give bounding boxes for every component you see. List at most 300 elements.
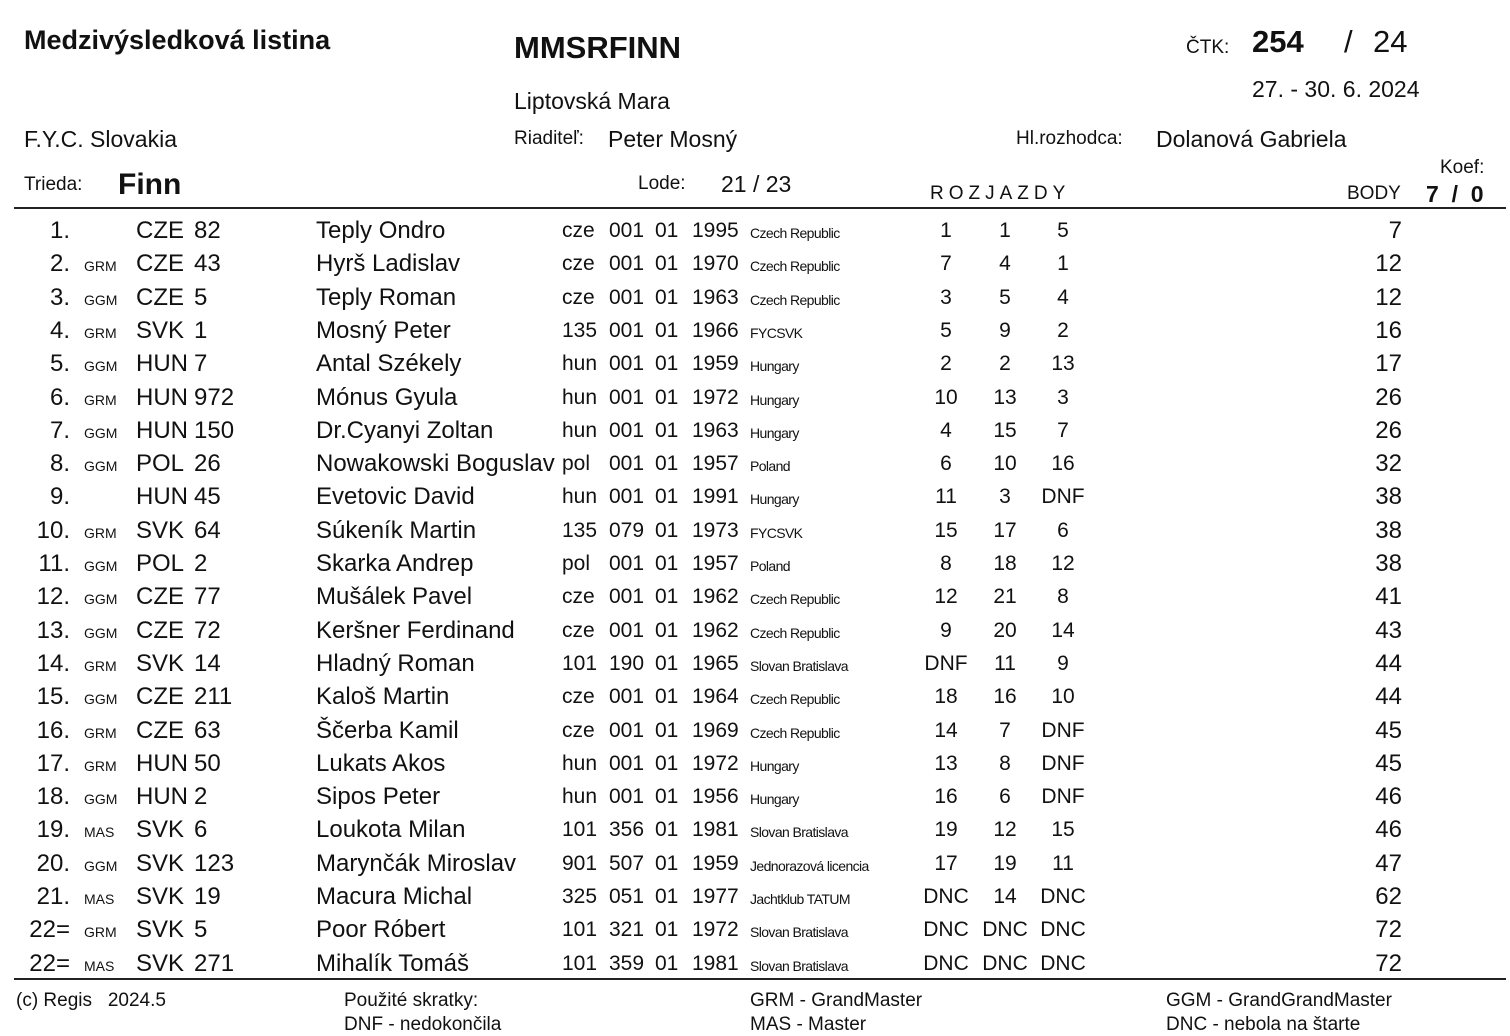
sailor-name: Mušálek Pavel <box>316 583 473 611</box>
club-name: FYCSVK <box>750 524 803 541</box>
nationality: SVK <box>136 516 185 544</box>
birth-year: 1956 <box>692 785 739 809</box>
license-number: 001 <box>609 685 645 709</box>
nationality: HUN <box>136 416 188 444</box>
sail-number: 82 <box>194 217 221 244</box>
sailor-name: Loukota Milan <box>316 816 466 844</box>
rank-cell: 15. <box>36 683 70 711</box>
sail-number: 2 <box>194 550 208 577</box>
table-row <box>0 650 1510 683</box>
birth-year: 1973 <box>692 518 739 542</box>
nationality: HUN <box>136 783 188 811</box>
birth-year: 1969 <box>692 718 739 742</box>
race-2-result: 15 <box>993 418 1017 442</box>
birth-year: 1970 <box>692 252 739 276</box>
ctk-slash: / <box>1344 24 1353 59</box>
birth-year: 1963 <box>692 418 739 442</box>
club-code: 135 <box>562 518 598 542</box>
license-suffix: 01 <box>655 452 679 476</box>
birth-year: 1972 <box>692 751 739 775</box>
total-points: 38 <box>1375 483 1402 511</box>
license-suffix: 01 <box>655 518 679 542</box>
sailor-name: Nowakowski Boguslav <box>316 450 555 478</box>
table-row <box>0 583 1510 616</box>
race-3-result: 9 <box>1057 651 1069 675</box>
birth-year: 1981 <box>692 818 739 842</box>
birth-year: 1962 <box>692 585 739 609</box>
rank-cell: 6. <box>49 383 70 411</box>
club-name: Czech Republic <box>750 691 840 708</box>
race-2-result: DNC <box>982 951 1028 975</box>
total-points: 7 <box>1388 217 1402 244</box>
sail-number: 64 <box>194 516 221 544</box>
race-3-result: 15 <box>1051 818 1075 842</box>
rank-cell: 17. <box>36 749 70 777</box>
club-code: 101 <box>562 651 598 675</box>
club-name: Czech Republic <box>750 258 840 275</box>
abbr-grm: GRM - GrandMaster <box>750 990 923 1011</box>
license-suffix: 01 <box>655 219 679 242</box>
sail-number: 72 <box>194 616 221 644</box>
race-2-result: 19 <box>993 851 1017 875</box>
rank-cell: 22= <box>29 916 70 944</box>
license-number: 001 <box>609 552 645 575</box>
club-code: hun <box>562 751 598 775</box>
rank-cell: 7. <box>49 416 70 444</box>
license-number: 001 <box>609 585 645 609</box>
race-3-result: 13 <box>1051 352 1075 376</box>
club-code: cze <box>562 585 595 609</box>
sail-number: 211 <box>194 683 233 711</box>
copyright: (c) Regis 2024.5 <box>16 990 166 1011</box>
race-1-result: 1 <box>940 219 952 242</box>
rank-cell: 20. <box>36 849 70 877</box>
race-3-result: DNF <box>1041 785 1085 809</box>
license-number: 321 <box>609 918 645 942</box>
director-name: Peter Mosný <box>608 126 738 152</box>
race-2-result: 6 <box>999 785 1011 809</box>
birth-year: 1972 <box>692 385 739 409</box>
license-number: 001 <box>609 485 645 509</box>
birth-year: 1995 <box>692 219 739 242</box>
race-2-result: 20 <box>993 618 1017 642</box>
table-row <box>0 217 1510 250</box>
age-category: GGM <box>84 458 118 475</box>
total-points: 26 <box>1375 416 1402 444</box>
club-name: Czech Republic <box>750 591 840 608</box>
table-row <box>0 384 1510 417</box>
race-1-result: 5 <box>940 318 952 342</box>
race-1-result: 2 <box>940 352 952 376</box>
race-1-result: 19 <box>934 818 958 842</box>
sailor-name: Mosný Peter <box>316 316 451 344</box>
age-category: GRM <box>84 657 117 674</box>
license-suffix: 01 <box>655 552 679 575</box>
total-points: 17 <box>1375 350 1402 378</box>
table-row <box>0 783 1510 816</box>
total-points: 12 <box>1375 283 1402 311</box>
license-number: 001 <box>609 352 645 376</box>
club-code: 101 <box>562 918 598 942</box>
race-1-result: DNC <box>923 918 969 942</box>
rank-cell: 4. <box>49 316 70 344</box>
race-2-result: 9 <box>999 318 1011 342</box>
club-code: pol <box>562 452 591 476</box>
age-category: GGM <box>84 358 118 375</box>
table-row <box>0 883 1510 916</box>
license-suffix: 01 <box>655 318 679 342</box>
table-row <box>0 317 1510 350</box>
race-3-result: DNF <box>1041 718 1085 742</box>
age-category: GGM <box>84 291 118 308</box>
table-row <box>0 517 1510 550</box>
race-2-result: DNC <box>982 918 1028 942</box>
sailor-name: Poor Róbert <box>316 916 446 944</box>
license-suffix: 01 <box>655 851 679 875</box>
ctk-label: ČTK: <box>1186 37 1230 58</box>
race-1-result: 18 <box>934 685 958 709</box>
license-suffix: 01 <box>655 685 679 709</box>
rank-cell: 2. <box>49 250 70 278</box>
birth-year: 1957 <box>692 552 739 575</box>
license-number: 001 <box>609 618 645 642</box>
age-category: GGM <box>84 691 118 708</box>
race-3-result: DNC <box>1040 918 1086 942</box>
club-name: Czech Republic <box>750 225 840 241</box>
referee-name: Dolanová Gabriela <box>1156 126 1347 152</box>
sail-number: 43 <box>194 250 221 278</box>
club-name: FYCSVK <box>750 324 803 341</box>
total-points: 44 <box>1375 683 1402 711</box>
sail-number: 2 <box>194 783 208 811</box>
sailor-name: Skarka Andrep <box>316 550 474 577</box>
birth-year: 1966 <box>692 318 739 342</box>
race-2-result: 3 <box>999 485 1011 509</box>
total-points: 62 <box>1375 883 1402 910</box>
club-name: Slovan Bratislava <box>750 957 848 974</box>
club-code: 135 <box>562 318 598 342</box>
license-number: 507 <box>609 851 645 875</box>
koef-value: 7 / 0 <box>1426 181 1484 207</box>
nationality: CZE <box>136 217 184 244</box>
license-number: 001 <box>609 318 645 342</box>
club-name: Jednorazová licencia <box>750 857 869 874</box>
race-2-result: 17 <box>993 518 1017 542</box>
rank-cell: 3. <box>49 283 70 311</box>
license-suffix: 01 <box>655 485 679 509</box>
race-1-result: 15 <box>934 518 958 542</box>
sail-number: 45 <box>194 483 221 511</box>
total-points: 38 <box>1375 550 1402 577</box>
sail-number: 6 <box>194 816 208 844</box>
rank-cell: 18. <box>36 783 70 811</box>
club-name: Jachtklub TATUM <box>750 891 850 907</box>
table-row <box>0 717 1510 750</box>
birth-year: 1959 <box>692 352 739 376</box>
race-3-result: 12 <box>1051 552 1075 575</box>
total-points: 38 <box>1375 516 1402 544</box>
table-row <box>0 617 1510 650</box>
sailor-name: Teply Ondro <box>316 217 446 244</box>
race-1-result: 8 <box>940 552 952 575</box>
race-1-result: 7 <box>940 252 952 276</box>
club-name: Poland <box>750 558 790 574</box>
age-category: GGM <box>84 791 118 808</box>
club-code: cze <box>562 618 595 642</box>
table-row <box>0 916 1510 949</box>
race-3-result: 6 <box>1057 518 1069 542</box>
total-points: 43 <box>1375 616 1402 644</box>
race-1-result: 12 <box>934 585 958 609</box>
race-1-result: 16 <box>934 785 958 809</box>
club-code: 101 <box>562 818 598 842</box>
total-points: 44 <box>1375 649 1402 677</box>
license-number: 001 <box>609 285 645 309</box>
abbr-dnf: DNF - nedokončila <box>344 1014 502 1035</box>
license-number: 001 <box>609 452 645 476</box>
director-label: Riaditeľ: <box>514 128 584 149</box>
club-code: hun <box>562 485 598 509</box>
abbr-label: Použité skratky: <box>344 990 479 1011</box>
nationality: HUN <box>136 383 188 411</box>
license-suffix: 01 <box>655 718 679 742</box>
club-code: hun <box>562 418 598 442</box>
race-3-result: DNF <box>1041 485 1085 509</box>
boats-label: Lode: <box>638 173 686 194</box>
age-category: GGM <box>84 591 118 608</box>
sailor-name: Hladný Roman <box>316 649 475 677</box>
age-category: GRM <box>84 924 117 941</box>
club-name: Hungary <box>750 491 799 508</box>
footer-rule <box>14 978 1506 980</box>
club-code: hun <box>562 385 598 409</box>
club-name: Hungary <box>750 757 799 774</box>
sailor-name: Sipos Peter <box>316 783 441 811</box>
nationality: HUN <box>136 350 188 378</box>
club-name: Slovan Bratislava <box>750 824 848 841</box>
club-code: hun <box>562 785 598 809</box>
race-3-result: DNC <box>1040 885 1086 908</box>
race-2-result: 18 <box>993 552 1017 575</box>
race-3-result: 3 <box>1057 385 1069 409</box>
race-2-result: 5 <box>999 285 1011 309</box>
race-3-result: 7 <box>1057 418 1069 442</box>
age-category: GGM <box>84 624 118 641</box>
birth-year: 1972 <box>692 918 739 942</box>
header-rule <box>14 207 1506 209</box>
rank-cell: 16. <box>36 716 70 744</box>
club-name: Slovan Bratislava <box>750 924 848 941</box>
race-3-result: 5 <box>1057 219 1069 242</box>
ctk-value: 254 <box>1252 24 1304 59</box>
ctk-total: 24 <box>1373 24 1408 59</box>
nationality: CZE <box>136 683 184 711</box>
total-points: 32 <box>1375 450 1402 478</box>
nationality: CZE <box>136 583 184 611</box>
total-points: 26 <box>1375 383 1402 411</box>
rank-cell: 10. <box>36 516 70 544</box>
license-number: 001 <box>609 718 645 742</box>
license-suffix: 01 <box>655 352 679 376</box>
sail-number: 123 <box>194 849 235 877</box>
race-3-result: 10 <box>1051 685 1075 709</box>
race-3-result: 11 <box>1052 851 1074 875</box>
license-suffix: 01 <box>655 252 679 276</box>
races-header: ROZJAZDY <box>930 183 1071 204</box>
referee-label: Hl.rozhodca: <box>1016 128 1123 149</box>
total-points: 16 <box>1375 316 1402 344</box>
birth-year: 1965 <box>692 651 739 675</box>
sail-number: 1 <box>194 316 208 344</box>
total-points: 72 <box>1375 916 1402 944</box>
sailor-name: Evetovic David <box>316 483 475 511</box>
birth-year: 1991 <box>692 485 739 509</box>
license-suffix: 01 <box>655 585 679 609</box>
sail-number: 271 <box>194 949 235 977</box>
age-category: GRM <box>84 524 117 541</box>
table-row <box>0 750 1510 783</box>
nationality: CZE <box>136 283 184 311</box>
total-points: 46 <box>1375 783 1402 811</box>
race-1-result: DNC <box>923 885 969 908</box>
license-suffix: 01 <box>655 951 679 975</box>
license-number: 190 <box>609 651 645 675</box>
sail-number: 150 <box>194 416 235 444</box>
rank-cell: 13. <box>36 616 70 644</box>
license-number: 001 <box>609 385 645 409</box>
license-number: 001 <box>609 751 645 775</box>
total-points: 45 <box>1375 749 1402 777</box>
race-2-result: 16 <box>993 685 1017 709</box>
age-category: GRM <box>84 258 117 275</box>
sailor-name: Keršner Ferdinand <box>316 616 515 644</box>
total-points: 46 <box>1375 816 1402 844</box>
race-3-result: DNC <box>1040 951 1086 975</box>
license-suffix: 01 <box>655 418 679 442</box>
rank-cell: 1. <box>49 217 70 244</box>
race-1-result: 6 <box>940 452 952 476</box>
club-code: 325 <box>562 885 598 908</box>
club-code: 901 <box>562 851 598 875</box>
table-row <box>0 250 1510 283</box>
club-name: Hungary <box>750 391 799 408</box>
race-2-result: 8 <box>999 751 1011 775</box>
organizer-club: F.Y.C. Slovakia <box>24 126 177 152</box>
nationality: SVK <box>136 949 185 977</box>
race-1-result: 17 <box>934 851 958 875</box>
license-number: 359 <box>609 951 645 975</box>
sailor-name: Antal Székely <box>316 350 462 378</box>
sail-number: 63 <box>194 716 221 744</box>
total-points: 45 <box>1375 716 1402 744</box>
club-name: Hungary <box>750 791 799 808</box>
race-1-result: 3 <box>940 285 952 309</box>
license-suffix: 01 <box>655 918 679 942</box>
birth-year: 1957 <box>692 452 739 476</box>
sailor-name: Kaloš Martin <box>316 683 450 711</box>
age-category: GGM <box>84 558 118 574</box>
race-3-result: 14 <box>1051 618 1075 642</box>
race-2-result: 1 <box>999 219 1011 242</box>
sailor-name: Macura Michal <box>316 883 473 910</box>
event-dates: 27. - 30. 6. 2024 <box>1252 76 1420 102</box>
nationality: SVK <box>136 916 185 944</box>
club-code: cze <box>562 219 595 242</box>
table-row <box>0 450 1510 483</box>
race-3-result: 4 <box>1057 285 1069 309</box>
rank-cell: 19. <box>36 816 70 844</box>
license-number: 356 <box>609 818 645 842</box>
sailor-name: Mihalík Tomáš <box>316 949 469 977</box>
race-1-result: 9 <box>940 618 952 642</box>
race-2-result: 21 <box>993 585 1017 609</box>
race-1-result: 4 <box>940 418 952 442</box>
sailor-name: Súkeník Martin <box>316 516 477 544</box>
race-2-result: 11 <box>994 651 1016 675</box>
race-1-result: 11 <box>935 485 957 509</box>
birth-year: 1981 <box>692 951 739 975</box>
race-2-result: 7 <box>999 718 1011 742</box>
sail-number: 7 <box>194 350 208 378</box>
club-code: cze <box>562 285 595 309</box>
table-row <box>0 483 1510 516</box>
nationality: CZE <box>136 716 184 744</box>
abbr-ggm: GGM - GrandGrandMaster <box>1166 990 1392 1011</box>
race-2-result: 14 <box>993 885 1017 908</box>
age-category: MAS <box>84 957 115 974</box>
club-name: Poland <box>750 458 790 475</box>
rank-cell: 12. <box>36 583 70 611</box>
sailor-name: Teply Roman <box>316 283 457 311</box>
license-number: 001 <box>609 219 645 242</box>
sailor-name: Mónus Gyula <box>316 383 458 411</box>
license-suffix: 01 <box>655 385 679 409</box>
rank-cell: 14. <box>36 649 70 677</box>
license-suffix: 01 <box>655 285 679 309</box>
race-3-result: DNF <box>1041 751 1085 775</box>
race-1-result: DNF <box>924 651 968 675</box>
license-suffix: 01 <box>655 785 679 809</box>
sail-number: 5 <box>194 916 208 944</box>
nationality: SVK <box>136 883 185 910</box>
race-1-result: 14 <box>934 718 958 742</box>
rank-cell: 5. <box>49 350 70 378</box>
nationality: HUN <box>136 483 188 511</box>
sailor-name: Ščerba Kamil <box>316 716 459 744</box>
race-3-result: 16 <box>1051 452 1075 476</box>
nationality: SVK <box>136 816 185 844</box>
rank-cell: 9. <box>49 483 70 511</box>
sailor-name: Lukats Akos <box>316 749 446 777</box>
birth-year: 1963 <box>692 285 739 309</box>
club-code: pol <box>562 552 591 575</box>
club-name: Hungary <box>750 358 799 375</box>
points-header: BODY <box>1347 183 1401 204</box>
nationality: SVK <box>136 316 185 344</box>
sailor-name: Marynčák Miroslav <box>316 849 517 877</box>
race-3-result: 2 <box>1057 318 1069 342</box>
class-value: Finn <box>118 168 182 201</box>
race-2-result: 12 <box>993 818 1017 842</box>
sail-number: 50 <box>194 749 221 777</box>
sail-number: 5 <box>194 283 208 311</box>
club-code: cze <box>562 252 595 276</box>
club-name: Czech Republic <box>750 724 840 741</box>
license-suffix: 01 <box>655 885 679 908</box>
race-2-result: 2 <box>999 352 1011 376</box>
age-category: MAS <box>84 891 115 907</box>
total-points: 12 <box>1375 250 1402 278</box>
